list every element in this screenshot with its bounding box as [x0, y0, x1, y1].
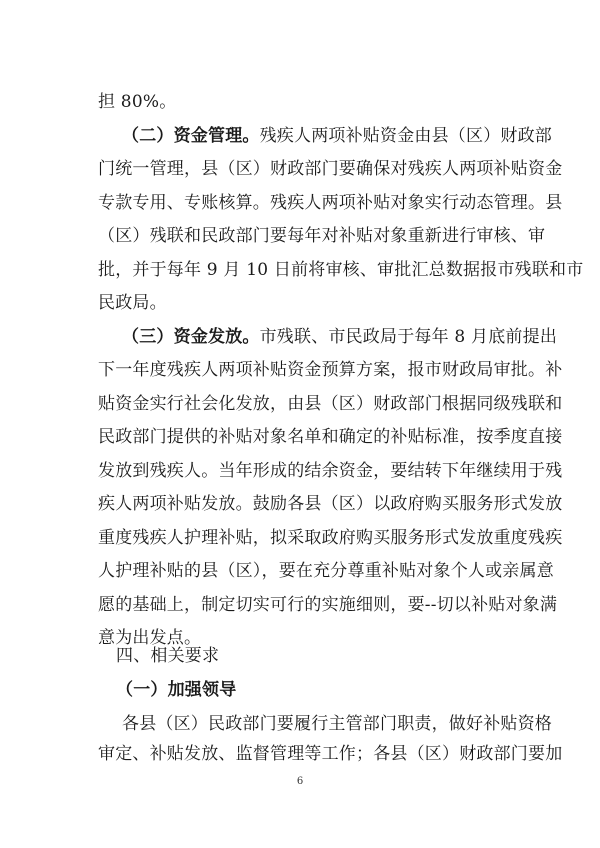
text-line: 下一年度残疾人两项补贴资金预算方案，报市财政局审批。补: [98, 360, 563, 380]
text-line: 疾人两项补贴发放。鼓励各县（区）以政府购买服务形式发放: [98, 494, 563, 514]
paragraph-funds-management-first-line: [122, 126, 553, 146]
text-line: 各县（区）民政部门要履行主管部门职责，做好补贴资格: [122, 714, 552, 734]
text-line: 贴资金实行社会化发放，由县（区）财政部门根据同级残联和: [98, 394, 563, 414]
bold-heading-funds-distribution: （三）资金发放。: [122, 327, 260, 347]
text-line: 重度残疾人护理补贴，拟采取政府购买服务形式发放重度残疾: [98, 528, 563, 548]
paragraph-text: 市残联、市民政局于每年 8 月底前提出: [259, 327, 558, 347]
text-line: （区）残联和民政部门要每年对补贴对象重新进行审核、审: [98, 226, 546, 246]
section-heading: 四、相关要求: [116, 646, 220, 666]
text-line: 人护理补贴的县（区），要在充分尊重补贴对象个人或亲属意: [98, 561, 554, 581]
paragraph-text: 残疾人两项补贴资金由县（区）财政部: [259, 126, 553, 146]
paragraph-funds-distribution-first-line: [122, 327, 558, 347]
page-number: 6: [296, 776, 304, 787]
text-line: 批，并于每年 9 月 10 日前将审核、审批汇总数据报市残联和市: [98, 260, 584, 280]
text-line: 担 80%。: [98, 92, 177, 112]
text-line: 民政部门提供的补贴对象名单和确定的补贴标准，按季度直接: [98, 427, 563, 447]
text-line: 意为出发点。: [98, 628, 202, 648]
text-line: 愿的基础上，制定切实可行的实施细则，要--切以补贴对象满: [98, 595, 558, 615]
text-line: 民政局。: [98, 293, 167, 313]
subsection-heading: （一）加强领导: [116, 680, 237, 700]
text-line: 发放到残疾人。当年形成的结余资金，要结转下年继续用于残: [98, 461, 563, 481]
text-line: 门统一管理，县（区）财政部门要确保对残疾人两项补贴资金: [98, 159, 563, 179]
text-line: 审定、补贴发放、监督管理等工作；各县（区）财政部门要加: [98, 744, 563, 764]
text-line: 专款专用、专账核算。残疾人两项补贴对象实行动态管理。县: [98, 193, 563, 213]
bold-heading-funds-management: （二）资金管理。: [122, 126, 260, 146]
